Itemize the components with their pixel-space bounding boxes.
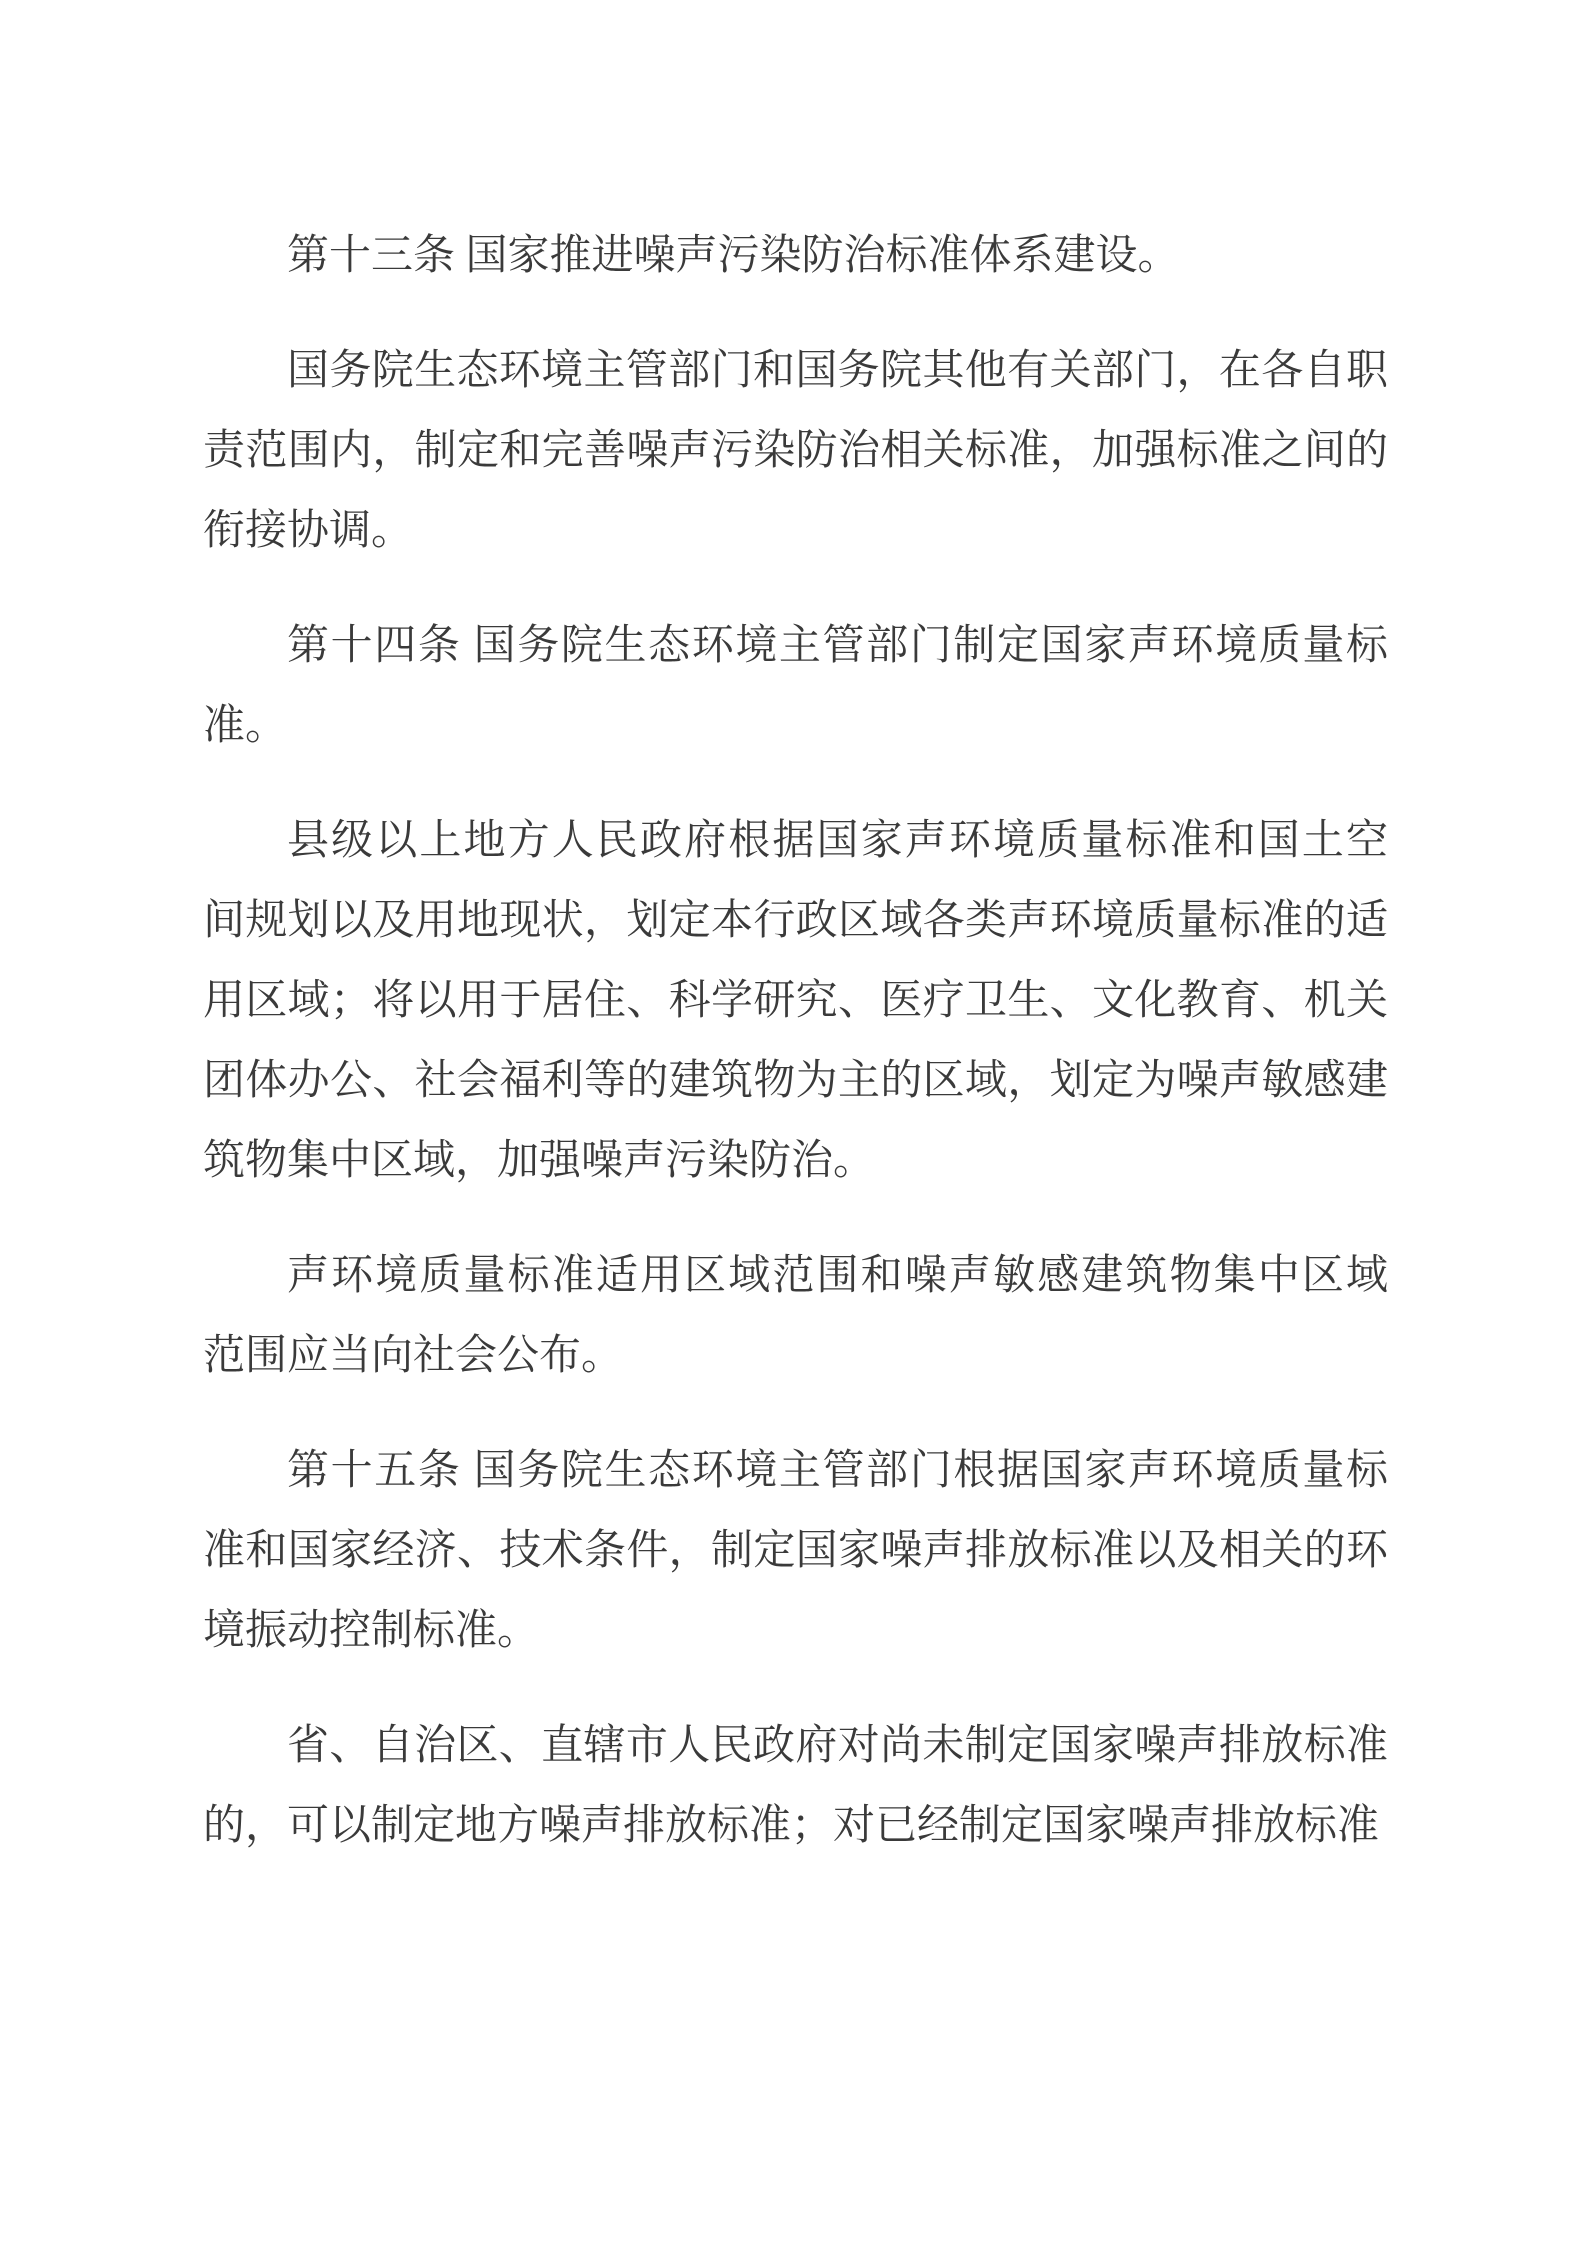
text-line: 第十四条 国务院生态环境主管部门制定国家声环境质量标 [287,623,1388,669]
text-line: 衔接协调。 [203,508,414,554]
text-line: 准。 [203,703,288,749]
text-line: 准和国家经济、技术条件，制定国家噪声排放标准以及相关的环 [203,1528,1388,1574]
text-line: 筑物集中区域，加强噪声污染防治。 [203,1138,876,1184]
paragraph [203,801,1388,1201]
text-line: 县级以上地方人民政府根据国家声环境质量标准和国土空 [287,818,1388,864]
paragraph [203,1236,1388,1396]
text-line: 国务院生态环境主管部门和国务院其他有关部门，在各自职 [287,348,1388,394]
text-line: 责范围内，制定和完善噪声污染防治相关标准，加强标准之间的 [203,428,1388,474]
paragraph [203,1431,1388,1671]
text-line: 声环境质量标准适用区域范围和噪声敏感建筑物集中区域 [287,1253,1388,1299]
text-line: 范围应当向社会公布。 [203,1333,624,1379]
text-line: 第十五条 国务院生态环境主管部门根据国家声环境质量标 [287,1448,1388,1494]
text-line: 间规划以及用地现状，划定本行政区域各类声环境质量标准的适 [203,898,1388,944]
text-line: 用区域；将以用于居住、科学研究、医疗卫生、文化教育、机关 [203,978,1388,1024]
document-body [203,216,1388,1901]
paragraph [203,331,1388,571]
text-line: 境振动控制标准。 [203,1608,540,1654]
text-line: 第十三条 国家推进噪声污染防治标准体系建设。 [287,233,1180,279]
paragraph [203,216,1388,296]
text-line: 团体办公、社会福利等的建筑物为主的区域，划定为噪声敏感建 [203,1058,1388,1104]
text-line: 的，可以制定地方噪声排放标准；对已经制定国家噪声排放标准 [203,1803,1380,1849]
paragraph [203,606,1388,766]
paragraph [203,1706,1388,1866]
text-line: 省、自治区、直辖市人民政府对尚未制定国家噪声排放标准 [287,1723,1388,1769]
